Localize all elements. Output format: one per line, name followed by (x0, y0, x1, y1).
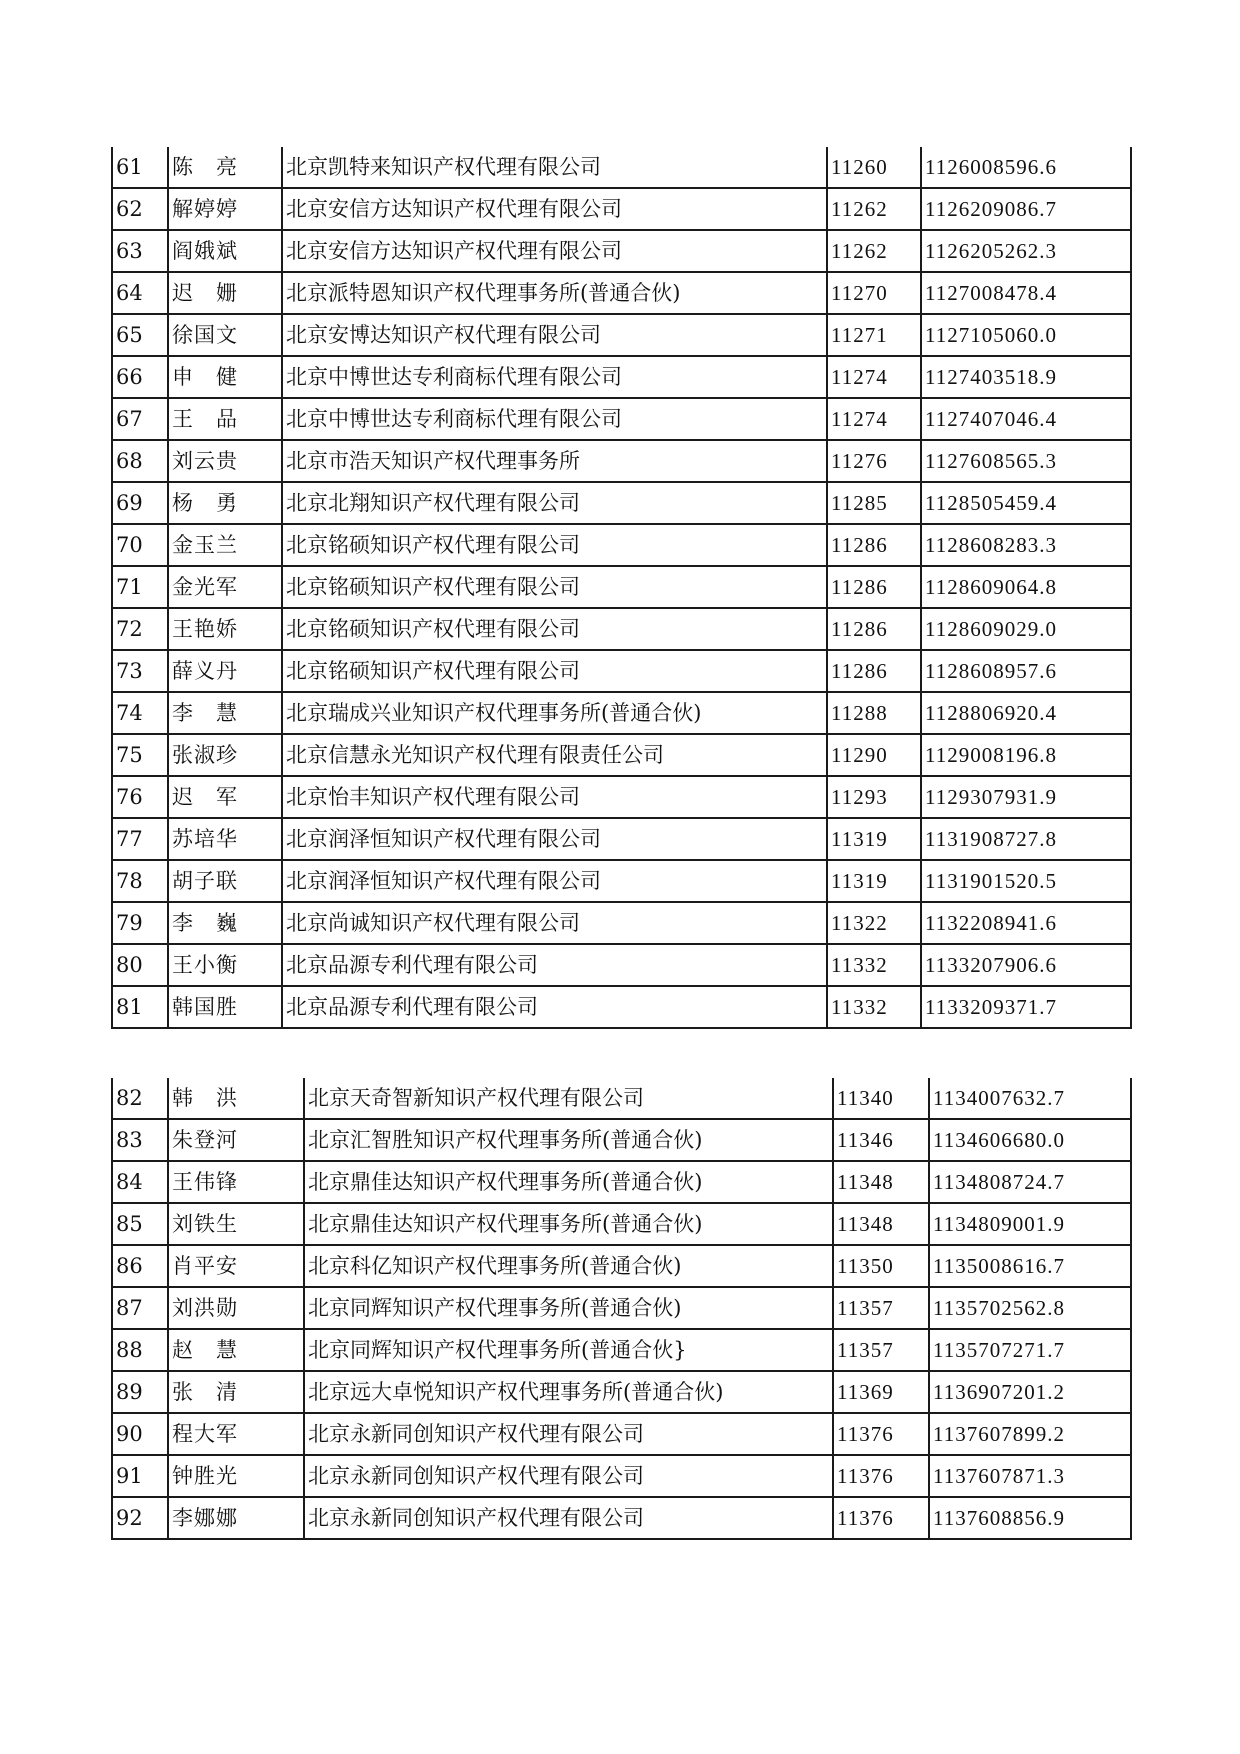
agency-code: 11271 (827, 314, 921, 356)
row-number: 66 (112, 356, 168, 398)
table-row (112, 566, 1131, 608)
agency-name: 北京远大卓悦知识产权代理事务所(普通合伙) (304, 1371, 833, 1413)
table-row (112, 524, 1131, 566)
agency-code: 11357 (833, 1329, 929, 1371)
agency-code: 11348 (833, 1161, 929, 1203)
certificate-number: 1127008478.4 (921, 272, 1131, 314)
certificate-number: 1129008196.8 (921, 734, 1131, 776)
agent-name: 王 品 (168, 398, 282, 440)
agency-name: 北京安信方达知识产权代理有限公司 (282, 188, 827, 230)
table-row (112, 734, 1131, 776)
certificate-number: 1133207906.6 (921, 944, 1131, 986)
certificate-number: 1134606680.0 (929, 1119, 1131, 1161)
table-row (112, 1413, 1131, 1455)
agency-code: 11332 (827, 944, 921, 986)
agency-name: 北京信慧永光知识产权代理有限责任公司 (282, 734, 827, 776)
table-row (112, 986, 1131, 1028)
certificate-number: 1126205262.3 (921, 230, 1131, 272)
certificate-number: 1129307931.9 (921, 776, 1131, 818)
row-number: 81 (112, 986, 168, 1028)
row-number: 86 (112, 1245, 168, 1287)
certificate-number: 1128609029.0 (921, 608, 1131, 650)
row-number: 87 (112, 1287, 168, 1329)
agency-code: 11286 (827, 566, 921, 608)
agency-code: 11288 (827, 692, 921, 734)
agency-name: 北京铭硕知识产权代理有限公司 (282, 566, 827, 608)
row-number: 89 (112, 1371, 168, 1413)
agency-name: 北京尚诚知识产权代理有限公司 (282, 902, 827, 944)
agent-name: 李 慧 (168, 692, 282, 734)
agency-name: 北京凯特来知识产权代理有限公司 (282, 147, 827, 188)
agency-name: 北京品源专利代理有限公司 (282, 944, 827, 986)
agent-name: 王伟锋 (168, 1161, 304, 1203)
agency-code: 11286 (827, 650, 921, 692)
agent-name: 胡子联 (168, 860, 282, 902)
agency-name: 北京科亿知识产权代理事务所(普通合伙) (304, 1245, 833, 1287)
certificate-number: 1126209086.7 (921, 188, 1131, 230)
agent-name: 申 健 (168, 356, 282, 398)
agent-name: 陈 亮 (168, 147, 282, 188)
certificate-number: 1135702562.8 (929, 1287, 1131, 1329)
row-number: 76 (112, 776, 168, 818)
agency-code: 11290 (827, 734, 921, 776)
table-row (112, 1329, 1131, 1371)
row-number: 74 (112, 692, 168, 734)
certificate-number: 1134809001.9 (929, 1203, 1131, 1245)
agent-name: 韩国胜 (168, 986, 282, 1028)
row-number: 85 (112, 1203, 168, 1245)
agency-code: 11322 (827, 902, 921, 944)
row-number: 92 (112, 1497, 168, 1539)
table-row (112, 482, 1131, 524)
agency-name: 北京安博达知识产权代理有限公司 (282, 314, 827, 356)
row-number: 83 (112, 1119, 168, 1161)
certificate-number: 1131908727.8 (921, 818, 1131, 860)
table-row (112, 230, 1131, 272)
table-row (112, 902, 1131, 944)
agent-name: 刘洪勋 (168, 1287, 304, 1329)
certificate-number: 1128608283.3 (921, 524, 1131, 566)
row-number: 70 (112, 524, 168, 566)
certificate-number: 1128505459.4 (921, 482, 1131, 524)
table-row (112, 314, 1131, 356)
row-number: 84 (112, 1161, 168, 1203)
row-number: 82 (112, 1078, 168, 1119)
agent-name: 徐国文 (168, 314, 282, 356)
certificate-number: 1131901520.5 (921, 860, 1131, 902)
agency-name: 北京怡丰知识产权代理有限公司 (282, 776, 827, 818)
agency-name: 北京同辉知识产权代理事务所(普通合伙) (304, 1287, 833, 1329)
agency-name: 北京铭硕知识产权代理有限公司 (282, 608, 827, 650)
certificate-number: 1127403518.9 (921, 356, 1131, 398)
agent-table-top (111, 147, 1132, 1029)
agency-code: 11274 (827, 398, 921, 440)
agency-code: 11376 (833, 1455, 929, 1497)
agency-code: 11369 (833, 1371, 929, 1413)
agent-name: 金玉兰 (168, 524, 282, 566)
agent-name: 苏培华 (168, 818, 282, 860)
agency-code: 11357 (833, 1287, 929, 1329)
certificate-number: 1127407046.4 (921, 398, 1131, 440)
agency-code: 11274 (827, 356, 921, 398)
agency-name: 北京市浩天知识产权代理事务所 (282, 440, 827, 482)
certificate-number: 1132208941.6 (921, 902, 1131, 944)
table-row (112, 272, 1131, 314)
row-number: 78 (112, 860, 168, 902)
agent-name: 迟 姗 (168, 272, 282, 314)
table-row (112, 860, 1131, 902)
agent-name: 程大军 (168, 1413, 304, 1455)
table-row (112, 1119, 1131, 1161)
row-number: 68 (112, 440, 168, 482)
agency-code: 11348 (833, 1203, 929, 1245)
agency-name: 北京派特恩知识产权代理事务所(普通合伙) (282, 272, 827, 314)
agency-name: 北京中博世达专利商标代理有限公司 (282, 398, 827, 440)
row-number: 90 (112, 1413, 168, 1455)
table-row (112, 1371, 1131, 1413)
agency-name: 北京天奇智新知识产权代理有限公司 (304, 1078, 833, 1119)
certificate-number: 1128806920.4 (921, 692, 1131, 734)
table-row (112, 1497, 1131, 1539)
agency-code: 11293 (827, 776, 921, 818)
certificate-number: 1133209371.7 (921, 986, 1131, 1028)
agency-name: 北京永新同创知识产权代理有限公司 (304, 1455, 833, 1497)
agent-name: 阎娥斌 (168, 230, 282, 272)
agency-name: 北京永新同创知识产权代理有限公司 (304, 1497, 833, 1539)
agency-name: 北京汇智胜知识产权代理事务所(普通合伙) (304, 1119, 833, 1161)
table-row (112, 1161, 1131, 1203)
table-row (112, 692, 1131, 734)
agent-name: 刘铁生 (168, 1203, 304, 1245)
table-row (112, 1078, 1131, 1119)
agency-name: 北京铭硕知识产权代理有限公司 (282, 524, 827, 566)
agency-code: 11286 (827, 524, 921, 566)
agency-code: 11260 (827, 147, 921, 188)
agent-name: 李 巍 (168, 902, 282, 944)
row-number: 65 (112, 314, 168, 356)
certificate-number: 1137607899.2 (929, 1413, 1131, 1455)
agency-code: 11262 (827, 230, 921, 272)
row-number: 77 (112, 818, 168, 860)
row-number: 64 (112, 272, 168, 314)
table-row (112, 776, 1131, 818)
row-number: 63 (112, 230, 168, 272)
table-row (112, 188, 1131, 230)
row-number: 67 (112, 398, 168, 440)
agent-name: 王艳娇 (168, 608, 282, 650)
row-number: 61 (112, 147, 168, 188)
agent-name: 韩 洪 (168, 1078, 304, 1119)
row-number: 69 (112, 482, 168, 524)
table-row (112, 944, 1131, 986)
table-row (112, 356, 1131, 398)
certificate-number: 1135008616.7 (929, 1245, 1131, 1287)
agency-name: 北京安信方达知识产权代理有限公司 (282, 230, 827, 272)
agent-name: 张 清 (168, 1371, 304, 1413)
agent-name: 肖平安 (168, 1245, 304, 1287)
agent-name: 朱登河 (168, 1119, 304, 1161)
agency-code: 11286 (827, 608, 921, 650)
table-row (112, 1455, 1131, 1497)
agency-code: 11262 (827, 188, 921, 230)
agency-code: 11376 (833, 1497, 929, 1539)
table-row (112, 818, 1131, 860)
agency-name: 北京鼎佳达知识产权代理事务所(普通合伙) (304, 1161, 833, 1203)
row-number: 73 (112, 650, 168, 692)
agency-code: 11350 (833, 1245, 929, 1287)
certificate-number: 1135707271.7 (929, 1329, 1131, 1371)
agency-code: 11319 (827, 818, 921, 860)
agency-code: 11346 (833, 1119, 929, 1161)
agent-name: 钟胜光 (168, 1455, 304, 1497)
agent-name: 金光军 (168, 566, 282, 608)
table-row (112, 608, 1131, 650)
row-number: 91 (112, 1455, 168, 1497)
agency-code: 11376 (833, 1413, 929, 1455)
agency-code: 11276 (827, 440, 921, 482)
row-number: 88 (112, 1329, 168, 1371)
agent-name: 李娜娜 (168, 1497, 304, 1539)
agency-name: 北京铭硕知识产权代理有限公司 (282, 650, 827, 692)
certificate-number: 1126008596.6 (921, 147, 1131, 188)
agency-name: 北京品源专利代理有限公司 (282, 986, 827, 1028)
agency-name: 北京润泽恒知识产权代理有限公司 (282, 860, 827, 902)
agency-name: 北京北翔知识产权代理有限公司 (282, 482, 827, 524)
certificate-number: 1128608957.6 (921, 650, 1131, 692)
agent-name: 解婷婷 (168, 188, 282, 230)
row-number: 72 (112, 608, 168, 650)
agency-name: 北京瑞成兴业知识产权代理事务所(普通合伙) (282, 692, 827, 734)
agency-code: 11340 (833, 1078, 929, 1119)
table-row (112, 1287, 1131, 1329)
agency-code: 11270 (827, 272, 921, 314)
row-number: 79 (112, 902, 168, 944)
agency-code: 11285 (827, 482, 921, 524)
agency-name: 北京永新同创知识产权代理有限公司 (304, 1413, 833, 1455)
table-row (112, 1245, 1131, 1287)
table-row (112, 650, 1131, 692)
agent-name: 刘云贵 (168, 440, 282, 482)
table-row (112, 398, 1131, 440)
certificate-number: 1134808724.7 (929, 1161, 1131, 1203)
agent-name: 杨 勇 (168, 482, 282, 524)
agent-name: 迟 军 (168, 776, 282, 818)
row-number: 62 (112, 188, 168, 230)
agency-name: 北京鼎佳达知识产权代理事务所(普通合伙) (304, 1203, 833, 1245)
certificate-number: 1137608856.9 (929, 1497, 1131, 1539)
row-number: 80 (112, 944, 168, 986)
certificate-number: 1127105060.0 (921, 314, 1131, 356)
agency-code: 11332 (827, 986, 921, 1028)
agent-name: 王小衡 (168, 944, 282, 986)
row-number: 75 (112, 734, 168, 776)
certificate-number: 1128609064.8 (921, 566, 1131, 608)
table-row (112, 1203, 1131, 1245)
certificate-number: 1127608565.3 (921, 440, 1131, 482)
certificate-number: 1137607871.3 (929, 1455, 1131, 1497)
table-row (112, 440, 1131, 482)
agency-name: 北京中博世达专利商标代理有限公司 (282, 356, 827, 398)
agent-name: 张淑珍 (168, 734, 282, 776)
agent-table-bottom (111, 1078, 1132, 1540)
agency-code: 11319 (827, 860, 921, 902)
table-row (112, 147, 1131, 188)
agent-name: 赵 慧 (168, 1329, 304, 1371)
agent-name: 薛义丹 (168, 650, 282, 692)
row-number: 71 (112, 566, 168, 608)
agency-name: 北京润泽恒知识产权代理有限公司 (282, 818, 827, 860)
certificate-number: 1136907201.2 (929, 1371, 1131, 1413)
agency-name: 北京同辉知识产权代理事务所(普通合伙} (304, 1329, 833, 1371)
certificate-number: 1134007632.7 (929, 1078, 1131, 1119)
